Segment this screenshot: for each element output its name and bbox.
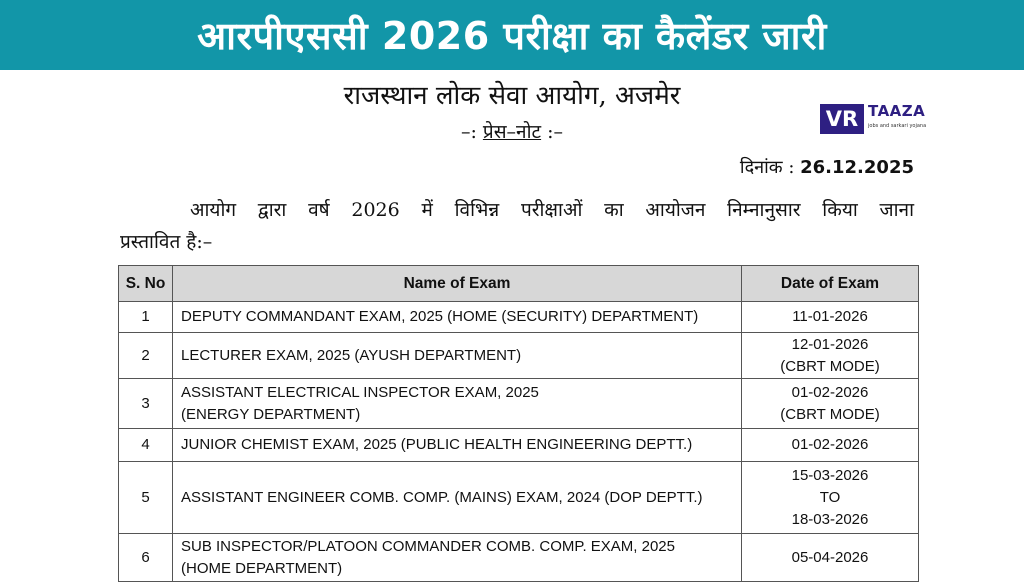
exam-date-line: (CBRT MODE) — [780, 405, 880, 423]
exam-name-line: JUNIOR CHEMIST EXAM, 2025 (PUBLIC HEALTH ENGINEERING DEPTT.) — [181, 436, 693, 453]
exam-date-line: 01-02-2026 — [791, 383, 869, 401]
row-sno: 5 — [119, 462, 173, 534]
table-row — [119, 534, 919, 582]
exam-date-line: 11-01-2026 — [792, 308, 868, 325]
press-prefix: –: — [460, 121, 483, 143]
exam-date-line: 01-02-2026 — [791, 436, 869, 453]
table-header-row — [119, 266, 919, 302]
row-exam-name — [173, 379, 742, 429]
row-sno: 4 — [119, 429, 173, 462]
table-row — [119, 429, 919, 462]
press-suffix: :– — [541, 121, 564, 143]
logo-name: TAAZA — [868, 102, 926, 120]
intro-text-line-1: आयोग द्वारा वर्ष 2026 में विभिन्न परीक्षाओं का आयोजन निम्नानुसार किया जाना — [190, 199, 914, 221]
row-sno: 2 — [119, 333, 173, 379]
row-exam-name — [173, 534, 742, 582]
row-exam-date — [742, 534, 919, 582]
intro-text-line-2: प्रस्तावित है:– — [120, 231, 213, 253]
row-exam-name — [173, 302, 742, 333]
date-value: 26.12.2025 — [800, 157, 914, 178]
row-sno: 6 — [119, 534, 173, 582]
logo-mark: VR — [820, 104, 864, 134]
exam-date-line: 18-03-2026 — [791, 510, 869, 528]
press-title: प्रेस–नोट — [482, 121, 542, 143]
exam-date-line: 05-04-2026 — [791, 548, 869, 566]
exam-date-line: 15-03-2026 — [791, 466, 869, 484]
exam-name-line: (ENERGY DEPARTMENT) — [181, 405, 361, 423]
row-exam-date — [742, 302, 919, 333]
header-exam-date: Date of Exam — [742, 266, 919, 302]
exam-name-line: DEPUTY COMMANDANT EXAM, 2025 (HOME (SECURITY) DEPARTMENT) — [181, 308, 699, 325]
table-row — [119, 379, 919, 429]
header-sno: S. No — [119, 266, 173, 302]
table-row — [119, 462, 919, 534]
row-sno: 3 — [119, 379, 173, 429]
exam-name-line: SUB INSPECTOR/PLATOON COMMANDER COMB. COMP. EXAM, 2025 — [181, 537, 675, 555]
row-exam-name — [173, 333, 742, 379]
date-label: दिनांक : — [739, 157, 795, 178]
row-sno: 1 — [119, 302, 173, 333]
exam-name-line: ASSISTANT ENGINEER COMB. COMP. (MAINS) EXAM, 2024 (DOP DEPTT.) — [181, 488, 703, 506]
exam-name-line: ASSISTANT ELECTRICAL INSPECTOR EXAM, 2025 — [181, 383, 539, 401]
row-exam-date — [742, 462, 919, 534]
title-banner — [0, 0, 1024, 70]
document-date — [740, 155, 914, 179]
row-exam-name — [173, 429, 742, 462]
exam-schedule-table — [118, 265, 919, 582]
table-row — [119, 333, 919, 379]
row-exam-date — [742, 379, 919, 429]
exam-date-line: TO — [819, 488, 841, 506]
organization-heading: राजस्थान लोक सेवा आयोग, अजमेर — [343, 81, 681, 111]
header-exam-name: Name of Exam — [173, 266, 742, 302]
row-exam-name — [173, 462, 742, 534]
logo-tagline: jobs and sarkari yojana — [868, 123, 927, 129]
exam-date-line: 12-01-2026 — [791, 335, 869, 353]
exam-date-line: (CBRT MODE) — [780, 357, 880, 375]
banner-title: आरपीएससी 2026 परीक्षा का कैलेंडर जारी — [197, 14, 827, 58]
row-exam-date — [742, 333, 919, 379]
exam-name-line: LECTURER EXAM, 2025 (AYUSH DEPARTMENT) — [181, 346, 522, 364]
vr-taaza-logo — [820, 102, 927, 136]
row-exam-date — [742, 429, 919, 462]
exam-name-line: (HOME DEPARTMENT) — [181, 559, 343, 577]
table-row — [119, 302, 919, 333]
